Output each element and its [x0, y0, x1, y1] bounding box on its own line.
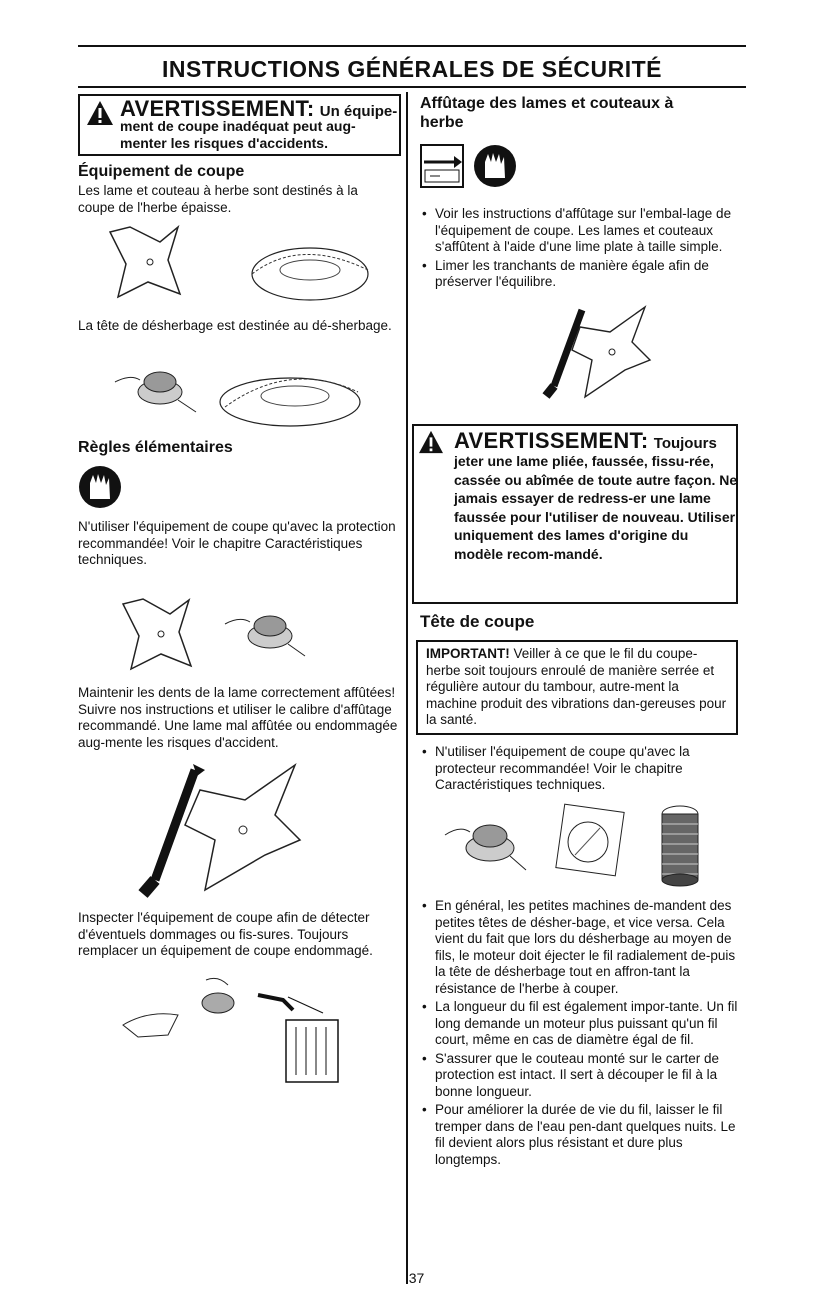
- rules-heading: Règles élémentaires: [78, 439, 233, 456]
- warning-box-cutting-equipment: [78, 94, 401, 156]
- gloves-icon: [78, 465, 122, 509]
- disposal-illustration: [118, 975, 348, 1085]
- list-item: • La longueur du fil est également impor-tante. Un fil long demande un moteur plus puissant qu'un fil court, même en cas de diamètre égal de fil.: [420, 999, 742, 1049]
- sharpen-heading: Affûtage des lames et couteaux à herbe: [420, 95, 674, 131]
- rules-text: N'utiliser l'équipement de coupe qu'avec la protection recommandée! Voir le chapitre Caractéristiques techniques.: [78, 519, 396, 567]
- head-bullets-top: [420, 744, 740, 796]
- list-item: • En général, les petites machines de-mandent des petites têtes de désher-bage, et vice versa. Cela vient du fait que lors du désherbage au moyen de fils, le moteur doit éjecter le fil radialement de-puis la tête de désherbage tout en affron-tant la résistance de l'herbe à couper.: [420, 898, 742, 997]
- gloves-icon: [473, 144, 517, 188]
- title-rule-bottom: [78, 86, 746, 88]
- blade-and-head-illustration: [115, 594, 375, 674]
- inspect-text: Inspecter l'équipement de coupe afin de détecter d'éventuels dommages ou fis-sures. Toujours remplacer un équipement de coupe endommagé.: [78, 910, 373, 958]
- trimmer-head-illustration: [100, 352, 400, 432]
- warning-triangle-icon: [86, 100, 114, 126]
- list-item: • Voir les instructions d'affûtage sur l'embal-lage de l'équipement de coupe. Les lames et couteaux s'affûtent à l'aide d'une lime plate à taille simple.: [420, 206, 740, 256]
- cutting-head-heading: Tête de coupe: [420, 612, 535, 631]
- list-item: • Pour améliorer la durée de vie du fil, laisser le fil tremper dans de l'eau pen-dant quelques nuits. Le fil devient alors plus résistant et dure plus longtemps.: [420, 1102, 742, 1168]
- title-rule-top: [78, 45, 746, 47]
- teeth-text: Maintenir les dents de la lame correctement affûtées! Suivre nos instructions et utiliser le calibre d'affûtage recommandé. Une lame mal affûtée ou endommagée aug-mente les risques d'accident.: [78, 685, 398, 750]
- column-divider: [406, 92, 408, 1284]
- file-sharpening-illustration: [135, 760, 315, 900]
- head-text: La tête de désherbage est destinée au dé-sherbage.: [78, 318, 392, 333]
- warning-triangle-icon: [418, 430, 444, 454]
- equipment-text: Les lame et couteau à herbe sont destinés à la coupe de l'herbe épaisse.: [78, 183, 358, 215]
- equipment-heading: Équipement de coupe: [78, 163, 245, 180]
- warning-box-damaged-blade: [412, 424, 738, 604]
- page-number: 37: [408, 1270, 425, 1286]
- list-item: • Limer les tranchants de manière égale afin de préserver l'équilibre.: [420, 258, 740, 291]
- blade-illustration: [100, 222, 400, 302]
- warning-lead: Toujours: [653, 435, 717, 452]
- trimmer-head-spool-illustration: [440, 800, 720, 890]
- warning-label: AVERTISSEMENT:: [120, 96, 315, 121]
- warning-text: ment de coupe inadéquat peut aug-menter les risques d'accidents.: [120, 118, 356, 151]
- warning-lead: Un équipe-: [319, 103, 398, 120]
- list-item: • S'assurer que le couteau monté sur le carter de protection est intact. Il sert à découper le fil à la bonne longueur.: [420, 1051, 742, 1101]
- sharpening-instructions-icon: [420, 144, 464, 188]
- sharpen-bullets: [420, 206, 740, 293]
- important-box: [416, 640, 738, 735]
- warning-text: jeter une lame pliée, faussée, fissu-rée, cassée ou abîmée de toute autre façon. Ne jamais essayer de redress-er une lame faussée pour l'utiliser de nouveau. Utiliser uniquement des lames d'origine du modèle recom-mandé.: [454, 453, 738, 562]
- warning-label: AVERTISSEMENT:: [454, 428, 649, 453]
- head-bullets: [420, 898, 742, 1170]
- list-item: • N'utiliser l'équipement de coupe qu'avec la protecteur recommandée! Voir le chapitre Caractéristiques techniques.: [420, 744, 740, 794]
- important-text: Veiller à ce que le fil du coupe-herbe soit toujours enroulé de manière serrée et régulière autour du tambour, autre-ment la machine produit des vibrations dan-gereuses pour la santé.: [426, 646, 727, 727]
- important-label: IMPORTANT!: [426, 646, 510, 661]
- file-sharpening-illustration: [540, 302, 660, 402]
- page-title: INSTRUCTIONS GÉNÉRALES DE SÉCURITÉ: [161, 56, 663, 82]
